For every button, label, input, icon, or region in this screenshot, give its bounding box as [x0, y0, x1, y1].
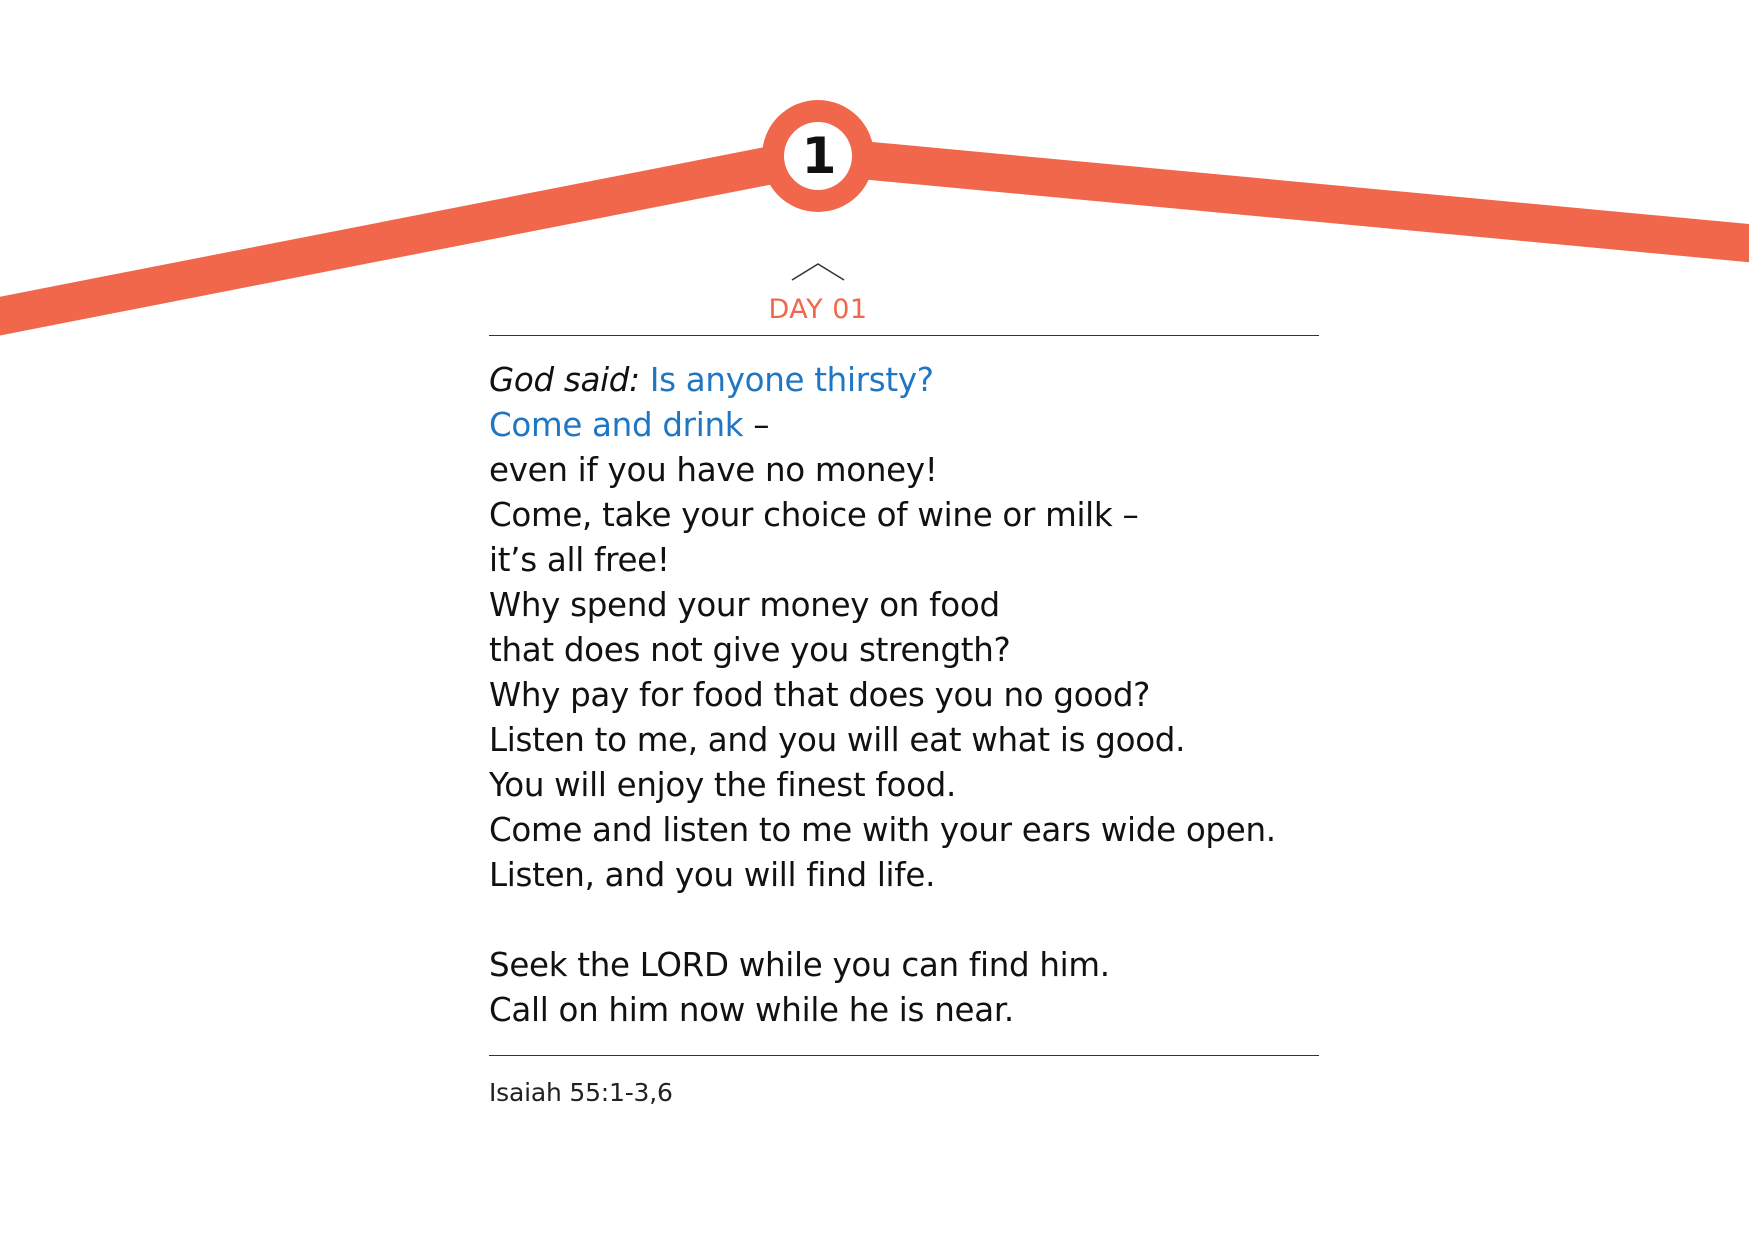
passage-line [489, 403, 1349, 448]
passage-line [489, 358, 1349, 403]
top-divider [489, 335, 1319, 336]
passage-line: Listen to me, and you will eat what is good. [489, 721, 1186, 759]
day-number: 1 [801, 127, 837, 185]
passage-line: it’s all free! [489, 541, 670, 579]
passage-line: Come, take your choice of wine or milk – [489, 496, 1139, 534]
passage-line: Why pay for food that does you no good? [489, 676, 1151, 714]
passage-intro: God said: [489, 361, 640, 399]
day-label: DAY 01 [768, 294, 868, 325]
highlighted-phrase: Come and drink [489, 406, 744, 444]
highlighted-phrase: Is anyone thirsty? [649, 361, 934, 399]
passage-line: Call on him now while he is near. [489, 991, 1014, 1029]
passage-line: even if you have no money! [489, 451, 938, 489]
stanza-break [489, 898, 1349, 943]
passage-line: Listen, and you will find life. [489, 856, 936, 894]
scripture-reference: Isaiah 55:1-3,6 [489, 1078, 673, 1107]
passage-line: You will enjoy the finest food. [489, 766, 957, 804]
scripture-passage [489, 358, 1349, 1033]
caret-up-icon [790, 262, 846, 282]
passage-line: Come and listen to me with your ears wide open. [489, 811, 1276, 849]
bottom-divider [489, 1055, 1319, 1056]
passage-line-rest: – [743, 406, 770, 444]
passage-line: that does not give you strength? [489, 631, 1011, 669]
passage-line: Why spend your money on food [489, 586, 1000, 624]
passage-line: Seek the LORD while you can find him. [489, 946, 1110, 984]
